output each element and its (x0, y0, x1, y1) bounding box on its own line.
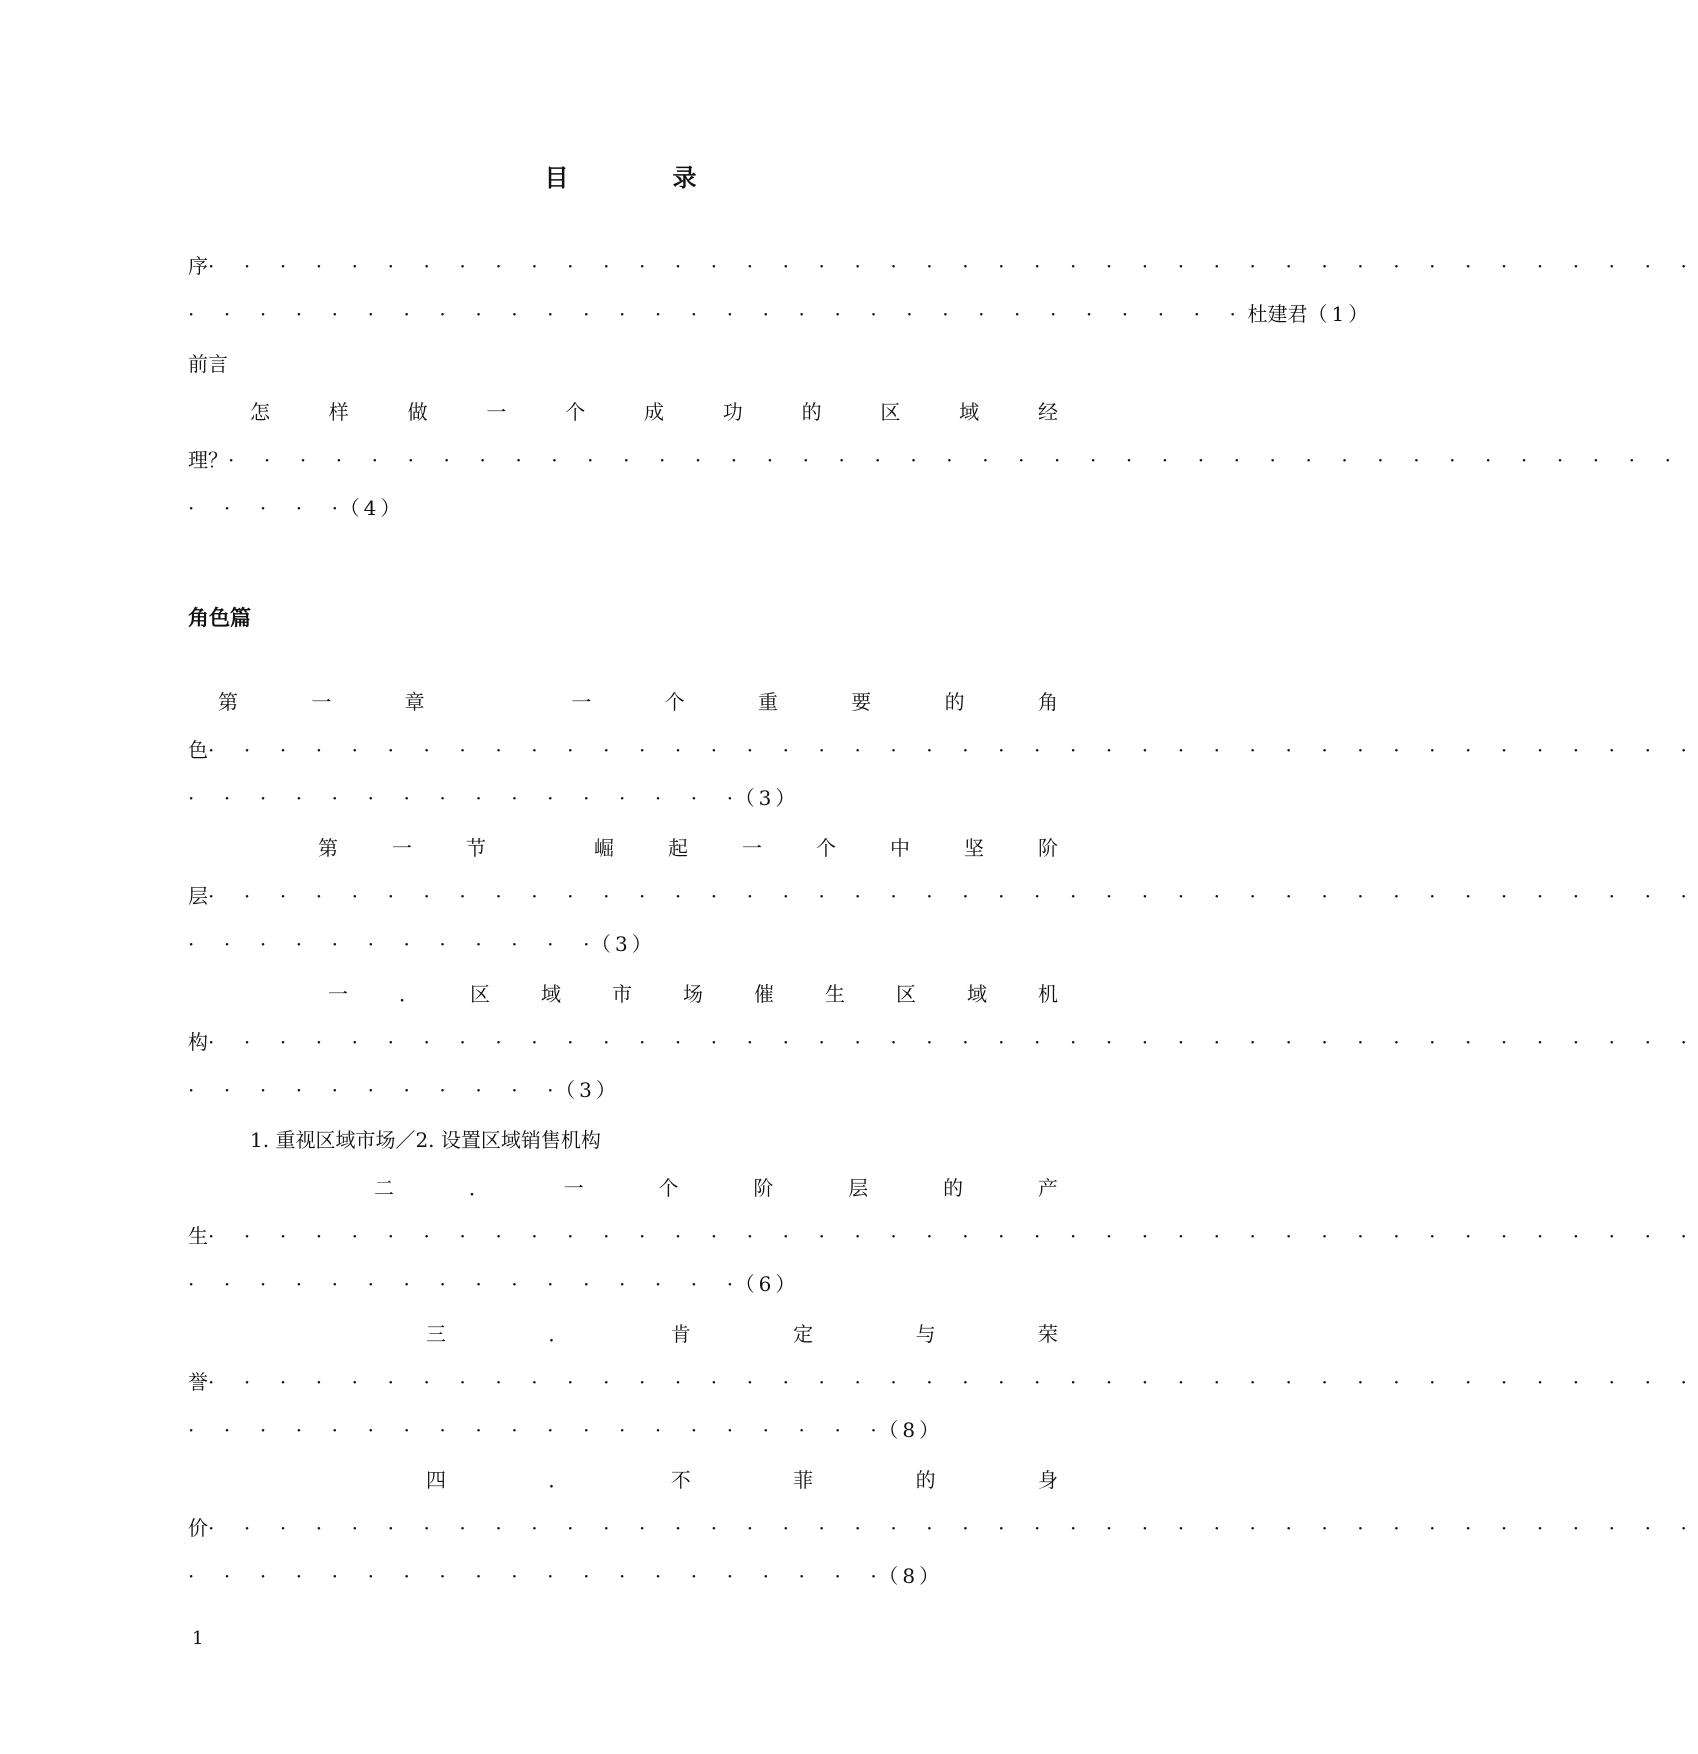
toc-chapter-line1 (218, 688, 1058, 716)
leader-dots: · · · · · · · · · · · · · · · · · · · · · · · · · · · · · · · · · · · · · · · · · · (208, 1370, 1698, 1394)
leader-dots: · · · · · · · · · · · · · · · · · · · · (188, 1418, 889, 1442)
leader-dots: · · · · · · · · · · · · · · · · · · · · · · · · · · · · · · · · · · · · · · · · · · (208, 1224, 1698, 1248)
toc-page-ref: （8） (888, 1564, 944, 1588)
leader-dots: · · · · · (188, 496, 350, 520)
section-heading: 角色篇 (188, 606, 251, 630)
toc-word: 坚 (964, 836, 984, 860)
toc-word: 怎 (250, 400, 270, 424)
toc-word: 阶 (753, 1176, 774, 1200)
toc-word: 身 (1037, 1468, 1058, 1492)
toc-word: 荣 (1037, 1322, 1058, 1346)
toc-preface-line1 (188, 252, 1698, 280)
toc-word: 区 (880, 400, 901, 424)
toc-word: 二 (374, 1176, 394, 1200)
toc-word: 四 (426, 1468, 446, 1492)
toc-word: 场 (683, 982, 703, 1006)
toc-word: 一 (742, 836, 762, 860)
toc-section-line3 (188, 930, 1058, 958)
toc-section-line2 (188, 882, 1698, 910)
toc-word: 层 (848, 1176, 869, 1200)
toc-word: 区 (470, 982, 490, 1006)
leader-dots: · · · · · · · · · · · · · · · · · · · · · · · · · · · · · · (188, 302, 1248, 326)
leader-dots: · · · · · · · · · · · · · · · · · · · · · · · · · · · · · · · · · · · · · · · · · · (208, 254, 1698, 278)
toc-word: 阶 (1038, 836, 1058, 860)
toc-sub1-line3 (188, 1076, 1058, 1104)
toc-word: 要 (851, 690, 872, 714)
toc-word: 一 (328, 982, 348, 1006)
toc-word: 个 (565, 400, 586, 424)
toc-sub4-line2 (188, 1514, 1698, 1542)
toc-word: 成 (643, 400, 664, 424)
toc-page-ref: （4） (349, 496, 405, 520)
toc-sub2-line1 (374, 1174, 1058, 1202)
toc-word: 域 (959, 400, 980, 424)
toc-word: 区 (896, 982, 916, 1006)
toc-word: 域 (967, 982, 987, 1006)
toc-word: 章 (404, 690, 425, 714)
toc-word: 个 (664, 690, 685, 714)
leader-dots: · · · · · · · · · · · (188, 1078, 566, 1102)
toc-word: 不 (670, 1468, 691, 1492)
toc-page-ref: （1） (1307, 302, 1373, 326)
toc-word: 个 (658, 1176, 679, 1200)
toc-preface-line2 (188, 300, 1373, 328)
leader-dots: · · · · · · · · · · · · · · · · (188, 786, 745, 810)
toc-word: 节 (466, 836, 486, 860)
toc-word: 一 (392, 836, 412, 860)
toc-word: ． (468, 1176, 489, 1200)
toc-word: 的 (915, 1468, 936, 1492)
toc-page-ref: （3） (744, 786, 800, 810)
leader-dots: · · · · · · · · · · · · · · · · · · · · · · · · · · · · · · · · · · · · · · · · · · (208, 1030, 1698, 1054)
leader-dots: · · · · · · · · · · · · · · · · · · · · · · · · · · · · · · · · · · · · · · · · · · (208, 1516, 1698, 1540)
leader-dots: · · · · · · · · · · · · (188, 932, 602, 956)
toc-foreword-line3 (188, 494, 1058, 522)
toc-word: 的 (944, 690, 965, 714)
toc-word: 的 (801, 400, 822, 424)
toc-word: 功 (722, 400, 743, 424)
toc-word: 一 (571, 690, 592, 714)
leader-dots: · · · · · · · · · · · · · · · · (188, 1272, 745, 1296)
page-title: 目 录 (544, 164, 737, 192)
toc-word: 域 (541, 982, 561, 1006)
toc-word: ． (548, 1322, 569, 1346)
toc-word: 生 (825, 982, 845, 1006)
toc-word: 誉 (188, 1370, 208, 1394)
toc-foreword-line1 (250, 398, 1058, 426)
toc-page-ref: （8） (888, 1418, 944, 1442)
toc-word: 角 (1037, 690, 1058, 714)
toc-preface-author: 杜建君 (1247, 302, 1308, 326)
toc-foreword-label: 前言 (188, 352, 228, 376)
page-number: 1 (192, 1628, 204, 1649)
toc-word: 经 (1037, 400, 1058, 424)
toc-word: 市 (612, 982, 632, 1006)
toc-page-ref: （6） (744, 1272, 800, 1296)
toc-word: 起 (668, 836, 688, 860)
toc-preface-label: 序 (188, 254, 208, 278)
toc-section-line1 (318, 834, 1058, 862)
toc-word: 样 (328, 400, 349, 424)
toc-word: 重 (757, 690, 778, 714)
toc-word: 菲 (793, 1468, 814, 1492)
toc-word: 的 (943, 1176, 964, 1200)
toc-word: 做 (407, 400, 428, 424)
toc-sub3-line3 (188, 1416, 1058, 1444)
toc-sub3-line2 (188, 1368, 1698, 1396)
toc-sub4-line3 (188, 1562, 1058, 1590)
toc-chapter-line2 (188, 736, 1698, 764)
toc-word: 个 (816, 836, 836, 860)
toc-word: 第 (218, 690, 238, 714)
leader-dots: · · · · · · · · · · · · · · · · · · · · · · · · · · · · · · · · · · · · · · · · · · (208, 738, 1698, 762)
toc-word: 一 (563, 1176, 584, 1200)
toc-word: 层 (188, 884, 208, 908)
toc-word: 构 (188, 1030, 208, 1054)
toc-sub1-line1 (328, 980, 1058, 1008)
toc-word: 生 (188, 1224, 208, 1248)
toc-sub3-line1 (426, 1320, 1058, 1348)
toc-word: 催 (754, 982, 774, 1006)
toc-word: 理？ (188, 448, 228, 472)
toc-word: 产 (1037, 1176, 1058, 1200)
toc-word: 一 (486, 400, 507, 424)
toc-sub2-line2 (188, 1222, 1698, 1250)
toc-word: 崛 (594, 836, 614, 860)
toc-word: 一 (311, 690, 332, 714)
toc-word: 第 (318, 836, 338, 860)
toc-chapter-line3 (188, 784, 1058, 812)
toc-sub2-line3 (188, 1270, 1058, 1298)
leader-dots: · · · · · · · · · · · · · · · · · · · · · · · · · · · · · · · · · · · · · · · · · · (208, 884, 1698, 908)
toc-word: 肯 (670, 1322, 691, 1346)
toc-word: 色 (188, 738, 208, 762)
leader-dots: · · · · · · · · · · · · · · · · · · · · · · · · · · · · · · · · · · · · · · · · · (228, 448, 1683, 472)
toc-word: 机 (1038, 982, 1058, 1006)
toc-page-ref: （3） (565, 1078, 620, 1102)
toc-word: ． (548, 1468, 569, 1492)
toc-word: 与 (915, 1322, 936, 1346)
toc-word: 中 (890, 836, 910, 860)
toc-subnote: 1. 重视区域市场／2. 设置区域销售机构 (250, 1128, 601, 1152)
toc-page-ref: （3） (601, 932, 656, 956)
toc-sub1-line2 (188, 1028, 1698, 1056)
toc-sub4-line1 (426, 1466, 1058, 1494)
toc-word: 三 (426, 1322, 446, 1346)
toc-word: 价 (188, 1516, 208, 1540)
toc-word: 定 (793, 1322, 814, 1346)
toc-foreword-line2 (188, 446, 1683, 474)
leader-dots: · · · · · · · · · · · · · · · · · · · · (188, 1564, 889, 1588)
toc-word: ． (399, 982, 419, 1006)
